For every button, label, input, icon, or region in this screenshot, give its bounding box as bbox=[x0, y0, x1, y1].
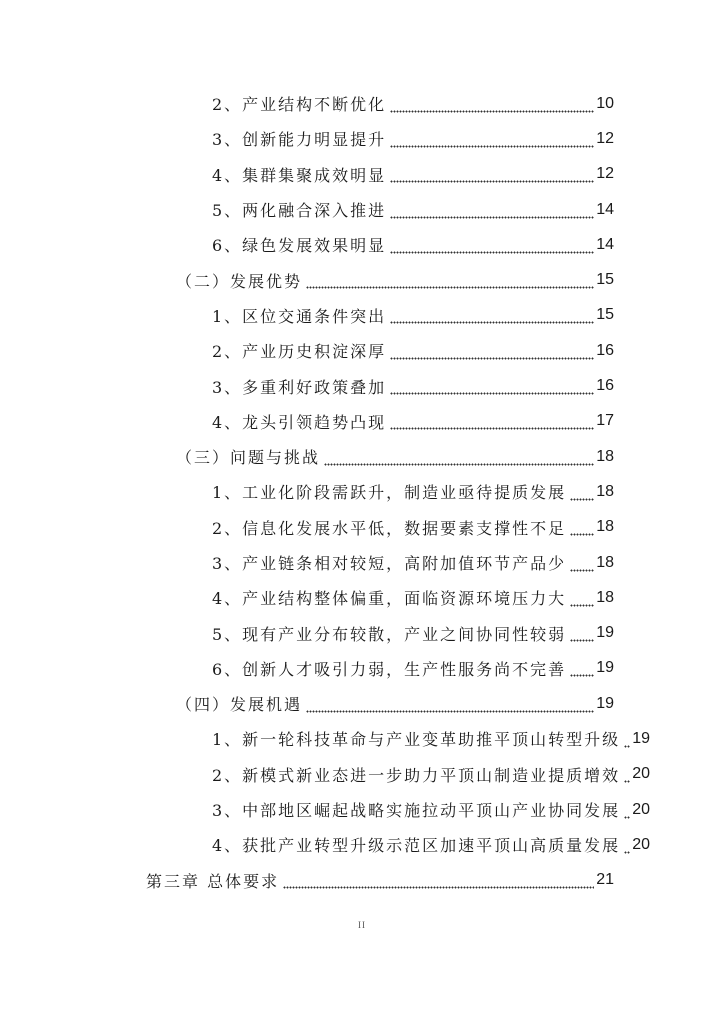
dot-leader bbox=[390, 381, 594, 395]
toc-entry-title: 2、产业历史积淀深厚 bbox=[212, 342, 387, 362]
dot-leader bbox=[306, 699, 594, 713]
dot-leader bbox=[624, 734, 630, 748]
dot-leader bbox=[570, 593, 594, 607]
toc-entry[interactable] bbox=[0, 227, 724, 262]
toc-section-entry[interactable] bbox=[0, 439, 724, 474]
toc-entry[interactable] bbox=[0, 121, 724, 156]
toc-entry-title: 2、产业结构不断优化 bbox=[212, 95, 387, 115]
dot-leader bbox=[390, 346, 594, 360]
toc-entry[interactable] bbox=[0, 721, 724, 756]
toc-entry[interactable] bbox=[0, 615, 724, 650]
dot-leader bbox=[390, 416, 594, 430]
toc-entry-title: 3、产业链条相对较短，高附加值环节产品少 bbox=[212, 554, 567, 573]
toc-entry[interactable] bbox=[0, 792, 724, 827]
toc-entry-page: 20 bbox=[632, 765, 650, 783]
toc-entry-page: 10 bbox=[596, 94, 614, 112]
toc-entry-page: 20 bbox=[632, 835, 650, 853]
toc-entry-page: 19 bbox=[596, 659, 614, 677]
toc-entry[interactable] bbox=[0, 651, 724, 686]
toc-entry-page: 20 bbox=[632, 800, 650, 818]
toc-entry-page: 19 bbox=[632, 729, 650, 747]
dot-leader bbox=[570, 663, 594, 677]
toc-entry[interactable] bbox=[0, 474, 724, 509]
toc-entry-title: 3、创新能力明显提升 bbox=[212, 130, 387, 150]
dot-leader bbox=[390, 169, 594, 183]
toc-entry[interactable] bbox=[0, 757, 724, 792]
toc-entry-page: 15 bbox=[596, 271, 614, 289]
dot-leader bbox=[390, 99, 594, 113]
toc-entry-title: 2、新模式新业态进一步助力平顶山制造业提质增效 bbox=[212, 765, 621, 785]
toc-entry-title: 4、龙头引领趋势凸现 bbox=[212, 412, 387, 432]
toc-section-entry[interactable] bbox=[0, 262, 724, 297]
toc-entry-page: 14 bbox=[596, 200, 614, 218]
toc-entry[interactable] bbox=[0, 368, 724, 403]
toc-entry[interactable] bbox=[0, 580, 724, 615]
dot-leader bbox=[624, 840, 630, 854]
toc-entry-title: 3、多重利好政策叠加 bbox=[212, 377, 387, 397]
toc-entry-page: 21 bbox=[596, 871, 614, 889]
dot-leader bbox=[570, 558, 594, 572]
toc-entry-page: 18 bbox=[596, 588, 614, 606]
toc-entry-title: 5、现有产业分布较散，产业之间协同性较弱 bbox=[212, 624, 567, 644]
toc-entry-page: 17 bbox=[596, 412, 614, 430]
toc-entry-page: 12 bbox=[596, 129, 614, 147]
dot-leader bbox=[624, 769, 630, 783]
toc-entry-page: 15 bbox=[596, 306, 614, 324]
toc-entry[interactable] bbox=[0, 404, 724, 439]
toc-entry-page: 19 bbox=[596, 624, 614, 642]
toc-entry-title: 2、信息化发展水平低，数据要素支撑性不足 bbox=[212, 518, 567, 538]
toc-entry[interactable] bbox=[0, 157, 724, 192]
dot-leader bbox=[390, 310, 594, 324]
toc-entry[interactable] bbox=[0, 192, 724, 227]
dot-leader bbox=[624, 805, 630, 819]
toc-entry-title: （三）问题与挑战 bbox=[176, 448, 321, 468]
toc-entry-title: 4、获批产业转型升级示范区加速平顶山高质量发展 bbox=[212, 836, 621, 856]
toc-entry-page: 14 bbox=[596, 235, 614, 253]
toc-section-entry[interactable] bbox=[0, 686, 724, 721]
toc-entry[interactable] bbox=[0, 86, 724, 121]
toc-entry[interactable] bbox=[0, 827, 724, 862]
dot-leader bbox=[306, 275, 594, 289]
dot-leader bbox=[570, 522, 594, 536]
toc-entry-title: （二）发展优势 bbox=[176, 271, 303, 291]
toc-entry-title: （四）发展机遇 bbox=[176, 695, 303, 715]
toc-entry-page: 12 bbox=[596, 165, 614, 183]
toc-entry-title: 3、中部地区崛起战略实施拉动平顶山产业协同发展 bbox=[212, 801, 621, 821]
toc-entry-title: 1、区位交通条件突出 bbox=[212, 306, 387, 326]
toc-entry-page: 18 bbox=[596, 518, 614, 536]
dot-leader bbox=[283, 875, 594, 889]
toc-entry-title: 1、新一轮科技革命与产业变革助推平顶山转型升级 bbox=[212, 730, 621, 750]
toc-entry[interactable] bbox=[0, 333, 724, 368]
toc-entry-title: 6、创新人才吸引力弱，生产性服务尚不完善 bbox=[212, 659, 567, 679]
toc-entry[interactable] bbox=[0, 545, 724, 580]
toc-entry-title: 4、产业结构整体偏重，面临资源环境压力大 bbox=[212, 589, 567, 609]
toc-entry-title: 1、工业化阶段需跃升，制造业亟待提质发展 bbox=[212, 483, 567, 503]
table-of-contents bbox=[0, 86, 724, 898]
toc-entry[interactable] bbox=[0, 510, 724, 545]
dot-leader bbox=[390, 240, 594, 254]
toc-entry-page: 18 bbox=[596, 482, 614, 500]
toc-chapter-entry[interactable] bbox=[0, 863, 724, 898]
toc-entry-page: 18 bbox=[596, 553, 614, 571]
dot-leader bbox=[570, 487, 594, 501]
dot-leader bbox=[390, 205, 594, 219]
dot-leader bbox=[570, 628, 594, 642]
toc-entry[interactable] bbox=[0, 298, 724, 333]
toc-entry-title: 4、集群集聚成效明显 bbox=[212, 165, 387, 185]
toc-entry-page: 16 bbox=[596, 341, 614, 359]
toc-entry-title: 第三章 总体要求 bbox=[146, 871, 280, 891]
toc-entry-title: 5、两化融合深入推进 bbox=[212, 201, 387, 221]
toc-entry-page: 18 bbox=[596, 447, 614, 465]
dot-leader bbox=[324, 452, 594, 466]
toc-entry-title: 6、绿色发展效果明显 bbox=[212, 236, 387, 256]
dot-leader bbox=[390, 134, 594, 148]
toc-entry-page: 16 bbox=[596, 377, 614, 395]
toc-entry-page: 19 bbox=[596, 694, 614, 712]
page-number-footer: II bbox=[358, 920, 366, 930]
